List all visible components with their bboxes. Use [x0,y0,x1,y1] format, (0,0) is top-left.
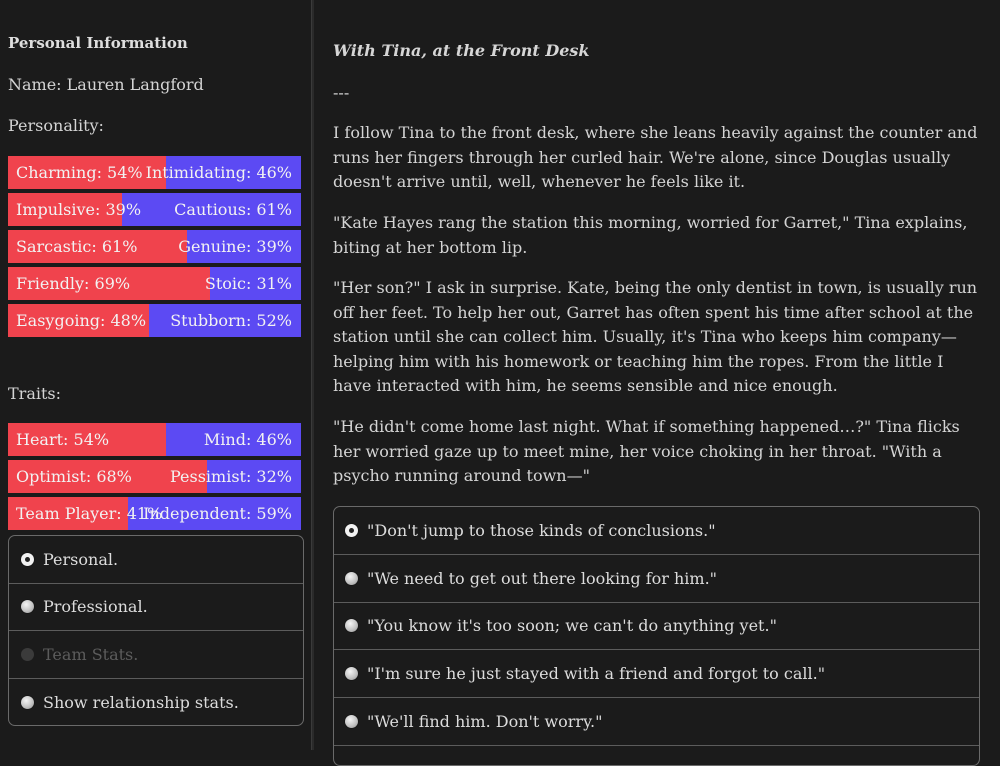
scene-heading: With Tina, at the Front Desk [333,41,590,60]
choice-label: "Don't jump to those kinds of conclusions." [367,520,716,540]
personality-label: Personality: [8,116,104,135]
choice-list [333,506,980,766]
choice-option[interactable] [334,507,979,555]
story-paragraph: "Kate Hayes rang the station this morning, worried for Garret," Tina explains, biting at her bottom lip. [333,213,968,257]
choice-label: "You know it's too soon; we can't do anything yet." [367,616,777,636]
stats-menu [8,535,304,726]
scene-separator: --- [333,83,350,102]
stat-right-label: Cautious: 61% [174,200,292,219]
stat-left-label: Friendly: 69% [16,274,131,293]
radio-icon [345,667,358,680]
choice-label: "We need to get out there looking for him." [367,568,718,588]
stat-left-label: Sarcastic: 61% [16,237,138,256]
trait-bar-team-player [8,497,301,530]
choice-label: "We'll find him. Don't worry." [367,712,603,732]
stat-bar-friendly [8,267,301,300]
stat-right-label: Stoic: 31% [204,274,292,293]
story-paragraph: "He didn't come home last night. What if something happened…?" Tina flicks her worried gaze up to meet mine, her voice choking in her throat. "With a psycho running around town—" [333,417,960,485]
panel-divider [312,0,314,750]
stat-bar-easygoing [8,304,301,337]
stats-option-label: Team Stats. [43,644,139,664]
stat-right-label: Genuine: 39% [178,237,292,256]
choice-option[interactable] [334,698,979,746]
trait-bar-optimist [8,460,301,493]
stat-right-label: Intimidating: 46% [145,163,292,182]
radio-icon [345,619,358,632]
trait-left-label: Heart: 54% [16,430,110,449]
radio-icon [345,715,358,728]
stats-option-label: Personal. [43,549,119,569]
trait-right-label: Pessimist: 32% [169,467,292,486]
stat-left-label: Easygoing: 48% [16,311,147,330]
stat-bar-sarcastic [8,230,301,263]
stat-right-label: Stubborn: 52% [170,311,292,330]
stats-option-relationship[interactable] [9,679,303,727]
trait-bar-heart [8,423,301,456]
sidebar-title: Personal Information [8,34,188,52]
stat-bar-impulsive [8,193,301,226]
stat-left-label: Impulsive: 39% [16,200,142,219]
character-name: Name: Lauren Langford [8,75,204,94]
stat-left-label: Charming: 54% [16,163,143,182]
trait-right-label: Mind: 46% [203,430,292,449]
stats-option-label: Professional. [43,597,148,617]
choice-option[interactable] [334,555,979,603]
stats-option-label: Show relationship stats. [43,692,239,712]
radio-icon [345,572,358,585]
radio-icon [21,600,34,613]
radio-disabled-icon [21,648,34,661]
choice-option[interactable] [334,603,979,651]
story-paragraph: "Her son?" I ask in surprise. Kate, being the only dentist in town, is usually run off her feet. To help her out, Garret has often spent his time after school at the station until she can collect him. Usually, it's Tina who keeps him company—helping him with his homework or teaching him the ropes. From the little I have interacted with him, he seems sensible and nice enough. [333,278,978,395]
story-paragraph: I follow Tina to the front desk, where she leans heavily against the counter and runs her fingers through her curled hair. We're alone, since Douglas usually doesn't arrive until, well, whenever he feels like it. [333,123,978,191]
stats-sidebar [0,0,312,750]
choice-option[interactable] [334,650,979,698]
stats-option-personal[interactable] [9,536,303,584]
trait-right-label: Independent: 59% [143,504,292,523]
radio-icon [21,696,34,709]
trait-left-label: Optimist: 68% [16,467,132,486]
radio-selected-icon [21,553,34,566]
stats-option-professional[interactable] [9,584,303,632]
radio-selected-icon [345,524,358,537]
trait-left-label: Team Player: 41% [16,504,163,523]
choice-label: "I'm sure he just stayed with a friend and forgot to call." [367,664,826,684]
stats-option-team-stats [9,631,303,679]
stat-bar-charming [8,156,301,189]
traits-label: Traits: [8,384,62,403]
